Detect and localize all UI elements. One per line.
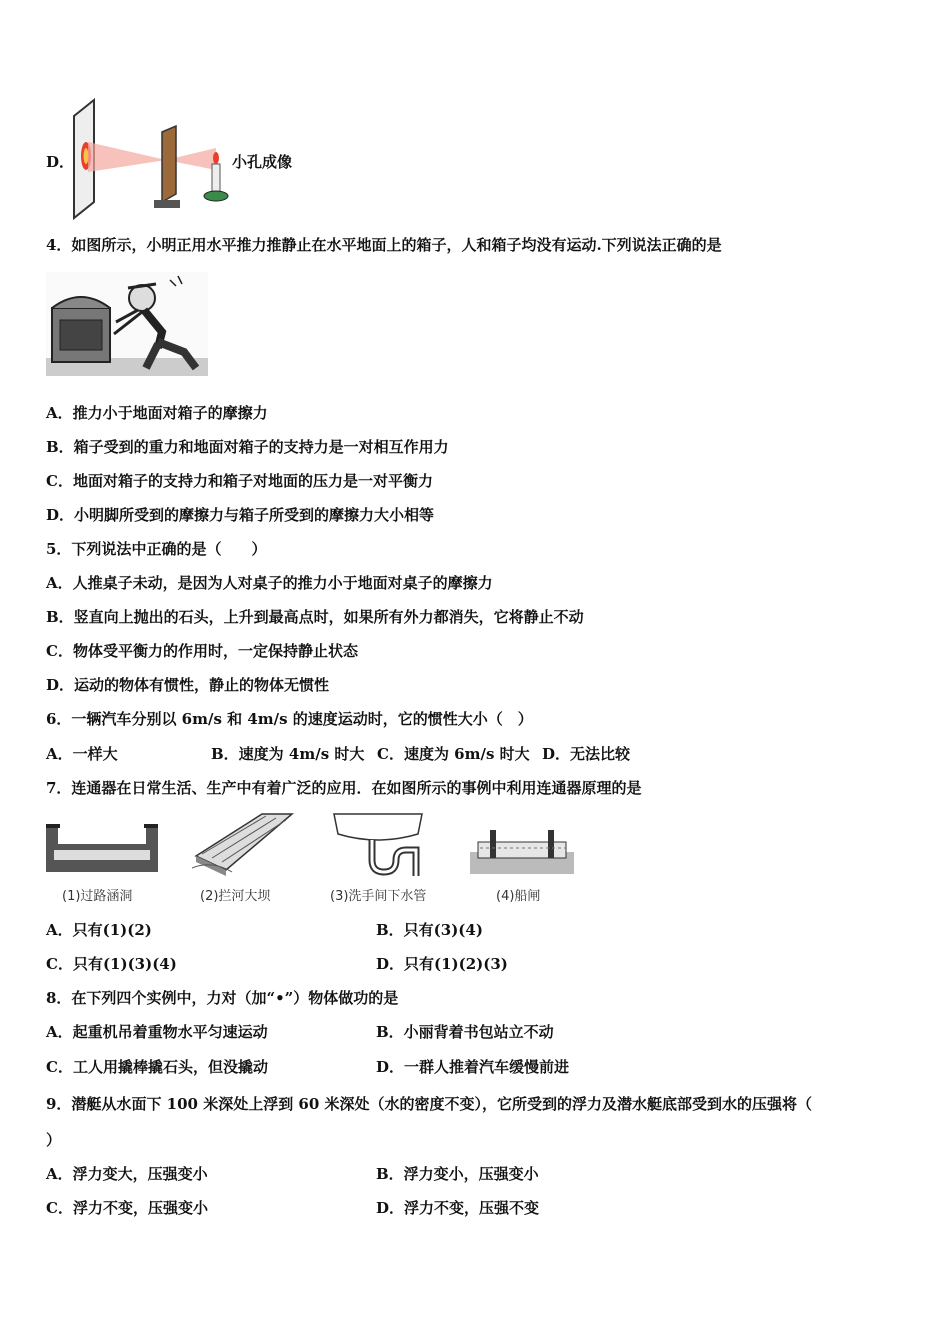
q8-option-d: D．一群人推着汽车缓慢前进: [376, 1058, 570, 1076]
q6-option-b: B．速度为 4m/s 时大: [211, 745, 365, 763]
q8-option-a: A．起重机吊着重物水平匀速运动: [46, 1023, 268, 1041]
q3-option-d-label: D．: [46, 153, 75, 171]
q9-option-c: C．浮力不变，压强变小: [46, 1199, 208, 1217]
q7-caption-2: (2)拦河大坝: [200, 889, 271, 904]
q4-option-d: D．小明脚所受到的摩擦力与箱子所受到的摩擦力大小相等: [46, 506, 435, 524]
q4-option-a: A．推力小于地面对箱子的摩擦力: [46, 404, 268, 422]
q7-option-c: C．只有(1)(3)(4): [46, 955, 177, 973]
q6-option-a: A．一样大: [46, 745, 118, 763]
q7-option-a: A．只有(1)(2): [46, 921, 152, 939]
dam-figure: [192, 810, 296, 876]
q6-option-c: C．速度为 6m/s 时大: [377, 745, 530, 763]
q8-option-b: B．小丽背着书包站立不动: [376, 1023, 554, 1041]
q5-option-b: B．竖直向上抛出的石头，上升到最高点时，如果所有外力都消失，它将静止不动: [46, 608, 584, 626]
q8-option-c: C．工人用撬棒撬石头，但没撬动: [46, 1058, 268, 1076]
sink-drain-figure: [332, 810, 424, 876]
q6-stem: 6．一辆汽车分别以 6m/s 和 4m/s 的速度运动时，它的惯性大小（ ）: [46, 710, 533, 728]
q5-option-c: C．物体受平衡力的作用时，一定保持静止状态: [46, 642, 358, 660]
q9-stem-continued: ）: [46, 1131, 62, 1149]
q4-option-c: C．地面对箱子的支持力和箱子对地面的压力是一对平衡力: [46, 472, 433, 490]
q7-option-d: D．只有(1)(2)(3): [376, 955, 508, 973]
q7-stem: 7．连通器在日常生活、生产中有着广泛的应用．在如图所示的事例中利用连通器原理的是: [46, 779, 642, 797]
q9-option-b: B．浮力变小，压强变小: [376, 1165, 539, 1183]
q7-caption-3: (3)洗手间下水管: [330, 889, 427, 904]
q7-option-b: B．只有(3)(4): [376, 921, 483, 939]
q7-caption-1: (1)过路涵洞: [62, 889, 133, 904]
q4-stem: 4．如图所示，小明正用水平推力推静止在水平地面上的箱子，人和箱子均没有运动.下列说法正确的是: [46, 236, 722, 254]
q4-option-b: B．箱子受到的重力和地面对箱子的支持力是一对相互作用力: [46, 438, 449, 456]
q7-caption-4: (4)船闸: [496, 889, 541, 904]
q5-option-a: A．人推桌子未动，是因为人对桌子的推力小于地面对桌子的摩擦力: [46, 574, 493, 592]
q9-option-a: A．浮力变大，压强变小: [46, 1165, 208, 1183]
ship-lock-figure: [470, 826, 574, 874]
q8-stem: 8．在下列四个实例中，力对（加“•”）物体做功的是: [46, 989, 399, 1007]
q9-stem: 9．潜艇从水面下 100 米深处上浮到 60 米深处（水的密度不变），它所受到的浮力及潜水艇底部受到水的压强将（: [46, 1095, 813, 1113]
q5-stem: 5．下列说法中正确的是（ ）: [46, 540, 267, 558]
pinhole-imaging-figure: [66, 98, 236, 222]
q9-option-d: D．浮力不变，压强不变: [376, 1199, 540, 1217]
push-box-figure: [46, 272, 208, 376]
q5-option-d: D．运动的物体有惯性，静止的物体无惯性: [46, 676, 330, 694]
q3-option-d-caption: 小孔成像: [232, 153, 293, 171]
culvert-figure: [46, 818, 158, 874]
q6-option-d: D．无法比较: [542, 745, 631, 763]
